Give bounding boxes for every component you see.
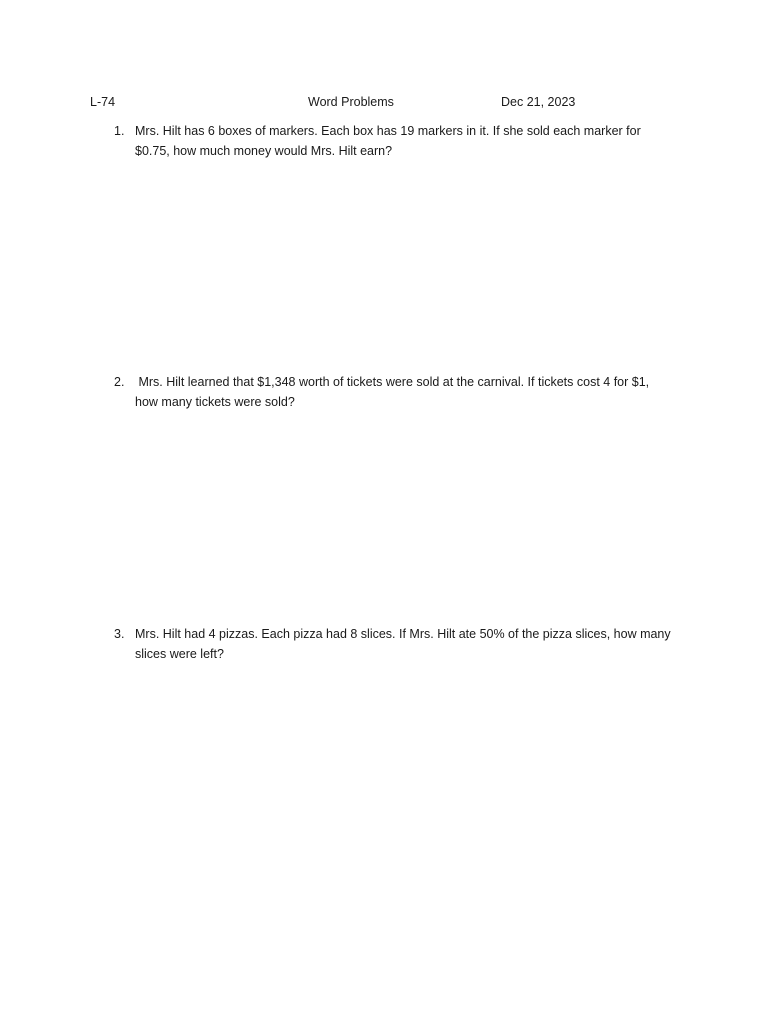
problem-text: Mrs. Hilt has 6 boxes of markers. Each box has 19 markers in it. If she sold each marker for $0.75, how much money would Mrs. Hilt earn? [135, 124, 641, 158]
problem-number: 2. [114, 375, 125, 389]
problem-number: 3. [114, 627, 125, 641]
problem-text: Mrs. Hilt had 4 pizzas. Each pizza had 8 slices. If Mrs. Hilt ate 50% of the pizza slices, how many slices were left? [135, 627, 671, 661]
date-label: Dec 21, 2023 [501, 95, 576, 109]
problem-number: 1. [114, 124, 125, 138]
lesson-code: L-74 [90, 95, 116, 109]
problem-text: Mrs. Hilt learned that $1,348 worth of tickets were sold at the carnival. If tickets cost 4 for $1, how many tickets were sold? [135, 375, 650, 409]
page-title: Word Problems [308, 95, 394, 109]
